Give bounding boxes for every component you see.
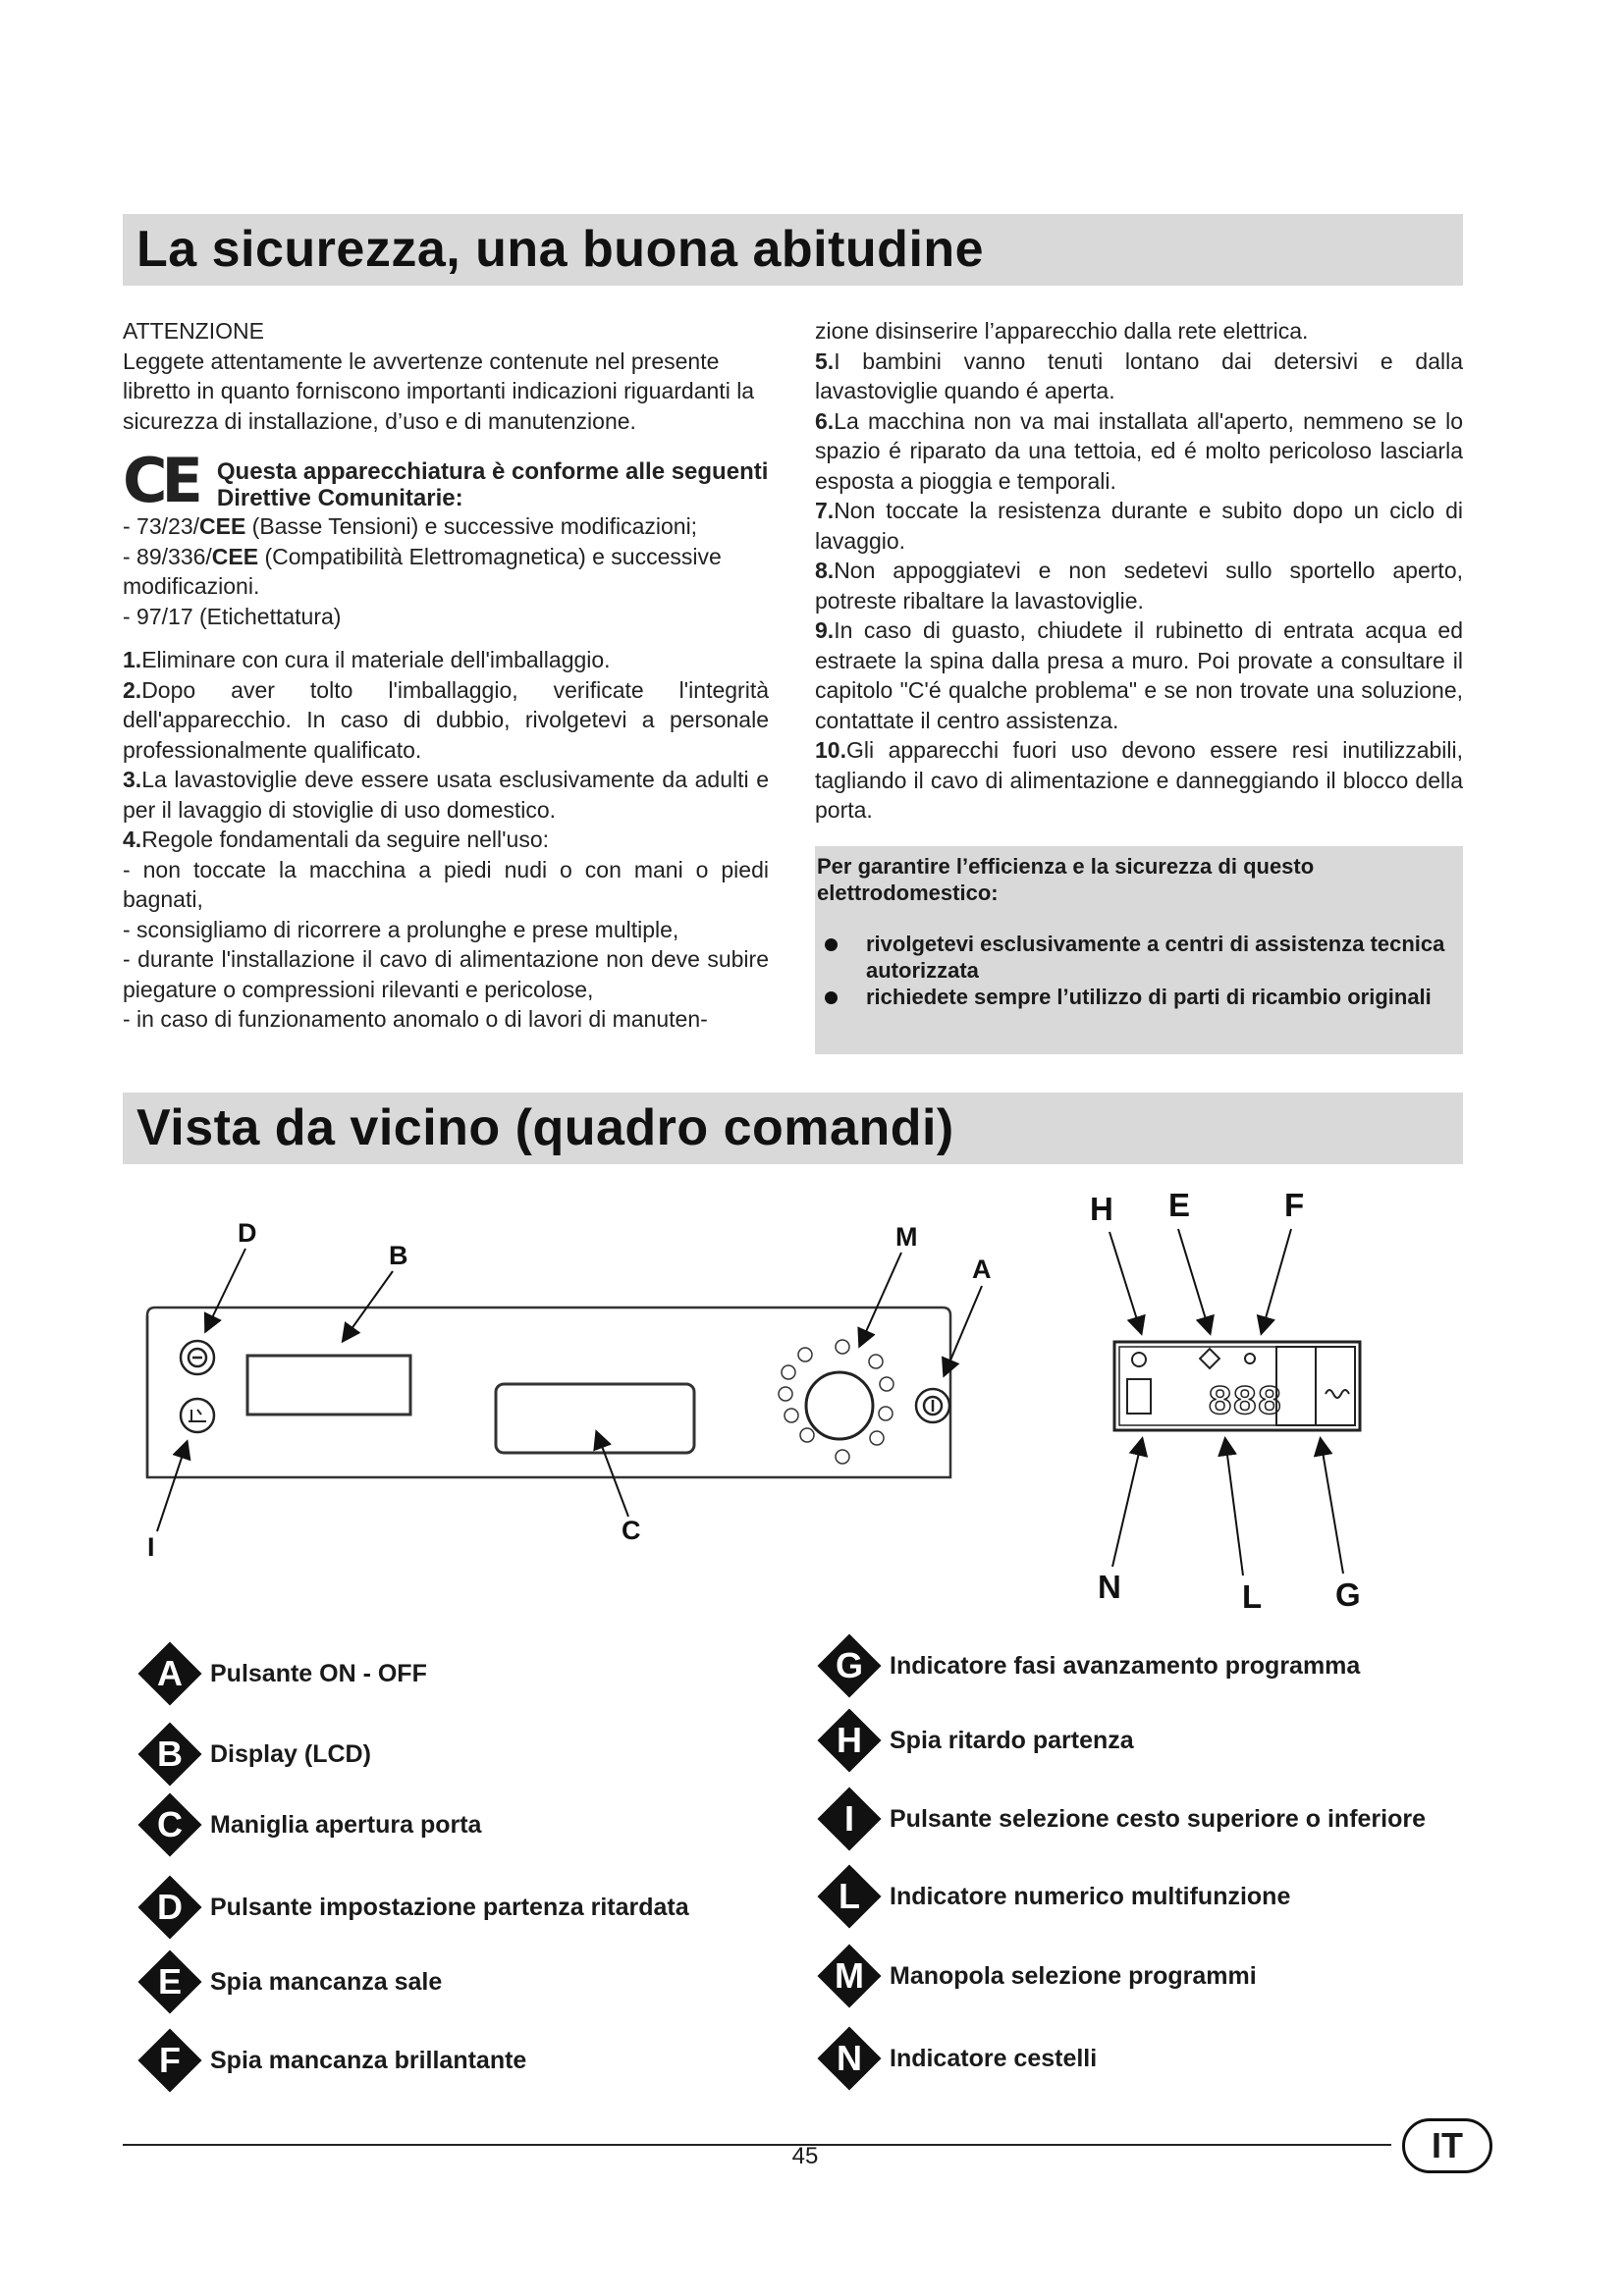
letter-badge-icon: L [817, 1864, 882, 1929]
callout-label: M [895, 1222, 918, 1252]
directive-list [123, 511, 769, 631]
letter-badge-icon: F [137, 2028, 202, 2093]
language-badge: IT [1402, 2118, 1492, 2173]
rule-item: 2.Dopo aver tolto l'imballaggio, verificate l'integrità dell'apparecchio. In caso di dubbio, rivolgetevi a personale professionalmente qualificato. [123, 676, 769, 763]
rule-item: 9.In caso di guasto, chiudete il rubinetto di entrata acqua ed estraete la spina dalla presa a muro. Poi provate a consultare il capitolo "C'é qualche problema" e se non trovate una soluzione, contattate il centro assistenza. [815, 617, 1463, 733]
legend-item: A Pulsante ON - OFF [137, 1639, 427, 1708]
directive-item: - 89/336/CEE (Compatibilità Elettromagnetica) e successive modificazioni. [123, 543, 722, 599]
rule-item: 5.I bambini vanno tenuti lontano dai detersivi e dalla lavastoviglie quando é aperta. [815, 347, 1463, 403]
callout-label: N [1098, 1569, 1121, 1605]
page-number: 45 [791, 2143, 819, 2169]
rule-item: 1.Eliminare con cura il materiale dell'imballaggio. [123, 647, 611, 672]
letter-badge-icon: A [137, 1641, 202, 1706]
callout-label: E [1168, 1187, 1191, 1223]
rule-item: 7.Non toccate la resistenza durante e subito dopo un ciclo di lavaggio. [815, 498, 1463, 554]
legend-item: G Indicatore fasi avanzamento programma [817, 1631, 1360, 1700]
footer-rule [123, 2144, 1391, 2146]
letter-badge-icon: G [817, 1633, 882, 1698]
service-notice-box [815, 846, 1463, 1054]
letter-badge-icon: B [137, 1722, 202, 1787]
safety-title: La sicurezza, una buona abitudine [136, 221, 985, 278]
rule4-sub-item: - in caso di funzionamento anomalo o di lavori di manuten- [123, 1006, 708, 1032]
legend-item: L Indicatore numerico multifunzione [817, 1862, 1290, 1931]
safety-intro: Leggete attentamente le avvertenze contenute nel presente libretto in quanto forniscono importanti indicazioni riguardanti la sicurezza di installazione, d’uso e di manutenzione. [123, 347, 755, 434]
ce-conformity-block [123, 445, 769, 516]
on-off-button [916, 1389, 949, 1422]
letter-badge-icon: C [137, 1792, 202, 1857]
callout-label: C [622, 1516, 641, 1545]
attention-heading: ATTENZIONE [123, 318, 264, 344]
directive-item: - 73/23/CEE (Basse Tensioni) e successive modificazioni; [123, 513, 698, 539]
letter-badge-icon: M [817, 1944, 882, 2008]
letter-badge-icon: E [137, 1949, 202, 2014]
legend-item: B Display (LCD) [137, 1720, 371, 1789]
safety-right-column [815, 316, 1463, 826]
callout-label: G [1335, 1576, 1361, 1613]
callout-label: A [972, 1255, 992, 1284]
panel-section-banner [123, 1093, 1463, 1164]
legend-item: F Spia mancanza brillantante [137, 2026, 526, 2095]
basket-select-button [181, 1399, 214, 1432]
rule-item: 3.La lavastoviglie deve essere usata esclusivamente da adulti e per il lavaggio di stoviglie di uso domestico. [123, 767, 769, 823]
ce-mark-icon: CE [123, 445, 197, 516]
legend-item: C Maniglia apertura porta [137, 1790, 481, 1859]
lcd-digits: 888 [1208, 1379, 1282, 1426]
callout-label: B [389, 1241, 408, 1270]
legend-item: H Spia ritardo partenza [817, 1706, 1134, 1775]
legend-item: N Indicatore cestelli [817, 2024, 1097, 2093]
legend-item: I Pulsante selezione cesto superiore o inferiore [817, 1785, 1426, 1853]
control-panel-body [147, 1308, 950, 1477]
legend-item: D Pulsante impostazione partenza ritardata [137, 1873, 689, 1942]
rule4-sub-item: - durante l'installazione il cavo di alimentazione non deve subire piegature o compressioni rilevanti e pericolose, [123, 946, 769, 1002]
legend-item: M Manopola selezione programmi [817, 1942, 1257, 2010]
callout-label: D [238, 1218, 257, 1248]
rule4-sub-item: - sconsigliamo di ricorrere a prolunghe e prese multiple, [123, 916, 679, 942]
rule-continuation: zione disinserire l’apparecchio dalla rete elettrica. [815, 318, 1309, 344]
directive-item: - 97/17 (Etichettatura) [123, 603, 342, 629]
ce-conformity-text: Questa apparecchiatura è conforme alle seguenti Direttive Comunitarie: [216, 458, 769, 511]
bullet-dot-icon [825, 991, 838, 1004]
safety-section-banner [123, 214, 1463, 286]
letter-badge-icon: H [817, 1708, 882, 1773]
door-handle [496, 1384, 694, 1453]
callout-label: L [1242, 1578, 1263, 1615]
rule-item: 10.Gli apparecchi fuori uso devono essere resi inutilizzabili, tagliando il cavo di alimentazione e danneggiando il blocco della porta. [815, 737, 1463, 823]
legend-item: E Spia mancanza sale [137, 1948, 442, 2016]
callout-label: I [147, 1532, 155, 1562]
rule-item: 6.La macchina non va mai installata all'aperto, nemmeno se lo spazio é riparato da una tettoia, ed é molto pericoloso lasciarla esposta a pioggia e temporali. [815, 407, 1463, 494]
panel-title: Vista da vicino (quadro comandi) [136, 1099, 954, 1156]
rule-item: 8.Non appoggiatevi e non sedetevi sullo sportello aperto, potreste ribaltare la lavastoviglie. [815, 558, 1463, 614]
lcd-zoom-display [1114, 1342, 1360, 1430]
service-notice-bullet: rivolgetevi esclusivamente a centri di assistenza tecnica autorizzata [866, 931, 1455, 984]
delay-start-button [181, 1341, 214, 1374]
letter-badge-icon: I [817, 1787, 882, 1851]
service-notice-bullet: richiedete sempre l’utilizzo di parti di ricambio originali [866, 984, 1455, 1010]
callout-label: F [1284, 1187, 1305, 1223]
bullet-dot-icon [825, 938, 838, 951]
rule4-sub-item: - non toccate la macchina a piedi nudi o con mani o piedi bagnati, [123, 856, 769, 912]
service-notice-intro: Per garantire l’efficienza e la sicurezza di questo elettrodomestico: [817, 854, 1315, 905]
lcd-display-frame [247, 1356, 410, 1415]
letter-badge-icon: D [137, 1875, 202, 1940]
callout-label: H [1090, 1191, 1113, 1227]
rules-list-left [123, 645, 769, 1035]
rule-item: 4.Regole fondamentali da seguire nell'uso: [123, 827, 550, 852]
safety-left-column [123, 316, 769, 1035]
callout-leader-lines [157, 1229, 1343, 1575]
program-selector-knob [779, 1340, 893, 1464]
letter-badge-icon: N [817, 2026, 882, 2091]
